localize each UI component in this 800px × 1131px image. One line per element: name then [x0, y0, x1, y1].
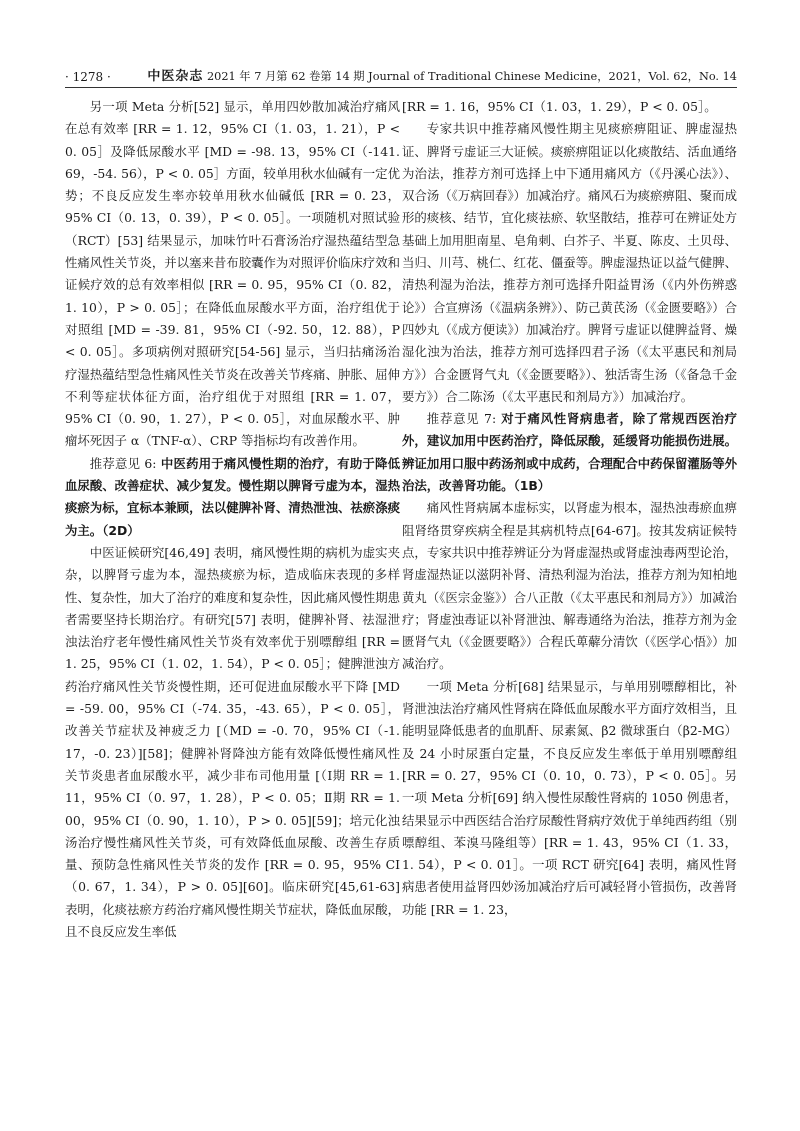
body-paragraph: 专家共识中推荐痛风慢性期主见痰瘀痹阻证、脾虚湿热证、脾肾亏虚证三大证候。痰瘀痹阻证以化痰散结、活血通络为治法，推荐方剂可选择上中下通用痛风方（《丹溪心法》）、双合汤（《万病回春》）加减治疗。痛风石为痰瘀痹阻、聚而成形的痰核、结节，宜化痰祛瘀、软坚散结，推荐可在辨证处方基础上加用胆南星、皂角刺、白芥子、半夏、陈皮、土贝母、当归、川芎、桃仁、红花、僵蚕等。脾虚湿热证以益气健脾、清热利湿为治法，推荐方剂可选择升阳益胃汤（《内外伤辨惑论》）合宣痹汤（《温病条辨》）、防己黄芪汤（《金匮要略》）合四妙丸（《成方便读》）加减治疗。脾肾亏虚证以健脾益肾、燥湿化浊为治法，推荐方剂可选择四君子汤（《太平惠民和剂局方》）合金匮肾气丸（《金匮要略》）、独活寄生汤（《备急千金要方》）合二陈汤（《太平惠民和剂局方》）加减治疗。 [402, 121, 737, 404]
recommendation-text: 中医药用于痛风慢性期的治疗，有助于降低血尿酸、改善症状、减少复发。慢性期以脾肾亏虚为本，湿热痰瘀为标，宜标本兼顾，法以健脾补肾、清热泄浊、祛瘀涤痰为主。（2D） [65, 455, 400, 538]
right-column [402, 96, 737, 921]
journal-info [147, 65, 737, 84]
recommendation-paragraph [402, 408, 737, 497]
recommendation-label: 推荐意见 6: [89, 455, 157, 471]
page-header [65, 62, 737, 88]
body-paragraph: 另一项 Meta 分析[52] 显示，单用四妙散加减治疗痛风在总有效率 [RR = 1. 12，95% CI（1. 03，1. 21），P < 0. 05］及降低尿酸水平 [MD = -98. 13，95% CI（-141. 69，-54. 56），P < 0. 05］方面，较单用秋水仙碱有一定优势；不良反应发生率亦较单用秋水仙碱低 [RR = 0. 23，95% CI（0. 13，0. 39），P < 0. 05］。一项随机对照试验（RCT）[53] 结果显示，加味竹叶石膏汤治疗湿热蕴结型急性痛风性关节炎，并以塞来昔布胶囊作为对照评价临床疗效和证候疗效的总有效率相似 [RR = 0. 95，95% CI（0. 82，1. 10），P > 0. 05］；在降低血尿酸水平方面，治疗组优于对照组 [MD = -39. 81，95% CI（-92. 50，12. 88），P < 0. 05］。多项病例对照研究[54-56] 显示，当归拈痛汤治疗湿热蕴结型急性痛风性关节炎在改善关节疼痛、肿胀、屈伸不利等症状体征方面，治疗组优于对照组 [RR = 1. 07，95% CI（0. 90，1. 27），P < 0. 05］，对血尿酸水平、肿瘤坏死因子 α（TNF-α）、CRP 等指标均有改善作用。 [65, 99, 400, 449]
left-column [65, 96, 400, 943]
recommendation-label: 推荐意见 7: [426, 411, 497, 427]
body-paragraph: 一项 Meta 分析[68] 结果显示，与单用别嘌醇相比，补肾泄浊法治疗痛风性肾病在降低血尿酸水平方面疗效相当，且能明显降低患者的血肌酐、尿素氮、β2 微球蛋白（β2-MG）及 24 小时尿蛋白定量，不良反应发生率低于单用别嘌醇组 [RR = 0. 27，95% CI（0. 10，0. 73），P < 0. 05］。另一项 Meta 分析[69] 纳入慢性尿酸性肾病的 1050 例患者，结果显示中西医结合治疗尿酸性肾病疗效优于单纯西药组（别嘌醇组、苯溴马隆组等）[RR = 1. 43，95% CI（1. 33，1. 54），P < 0. 01］。一项 RCT 研究[64] 表明，痛风性肾病患者使用益肾四妙汤加减治疗后可减轻肾小管损伤，改善肾功能 [RR = 1. 23， [402, 678, 737, 917]
recommendation-text: 对于痛风性肾病患者，除了常规西医治疗外，建议加用中医药治疗，降低尿酸，延缓肾功能损伤进展。辨证加用口服中药汤剂或中成药，合理配合中药保留灌肠等外治法，改善肾功能。（1B） [402, 411, 738, 494]
page-number: · 1278 · [65, 70, 111, 84]
continued-paragraph: [RR = 1. 16，95% CI（1. 03，1. 29），P < 0. 05］。 [402, 99, 717, 114]
journal-issue: 2021 年 7 月第 62 卷第 14 期 Journal of Traditional Chinese Medicine，2021，Vol. 62，No. 14 [206, 70, 737, 83]
body-paragraph: 中医证候研究[46,49] 表明，痛风慢性期的病机为虚实夹杂，以脾肾亏虚为本，湿热痰瘀为标，造成临床表现的多样性、复杂性，加大了治疗的难度和复杂性，因此痛风慢性期患者需要坚持长期治疗。有研究[57] 表明，健脾补肾、祛湿泄浊法治疗老年慢性痛风性关节炎有效率优于别嘌醇组 [RR = 1. 25，95% CI（1. 02，1. 54），P < 0. 05］；健脾泄浊方药治疗痛风性关节炎慢性期，还可促进血尿酸水平下降 [MD = -59. 00，95% CI（-74. 35，-43. 65），P < 0. 05］，改善关节症状及神疲乏力 [（MD = -0. 70，95% CI（-1. 17，-0. 23）][58]；健脾补肾降浊方能有效降低慢性痛风性关节炎患者血尿酸水平，减少非布司他用量 [（Ⅰ期 RR = 1. 11，95% CI（0. 97，1. 28），P < 0. 05；Ⅱ期 RR = 1. 00，95% CI（0. 90，1. 10），P > 0. 05][59]；培元化浊汤治疗慢性痛风性关节炎，可有效降低血尿酸、改善生存质量、预防急性痛风性关节炎的发作 [RR = 0. 95，95% CI（0. 67，1. 34），P > 0. 05][60]。临床研究[45,61-63] 表明，化痰祛瘀方药治疗痛风慢性期关节症状，降低血尿酸，且不良反应发生率低 [65, 544, 400, 939]
body-paragraph: 痛风性肾病属本虚标实，以肾虚为根本，湿热浊毒瘀血痹阻肾络贯穿疾病全程是其病机特点[64-67]。按其发病证候特点，专家共识中推荐辨证分为肾虚湿热或肾虚浊毒两型论治，肾虚湿热证以滋阴补肾、清热利湿为治法，推荐方剂为知柏地黄丸（《医宗金鉴》）合八正散（《太平惠民和剂局方》）加减治疗；肾虚浊毒证以补肾泄浊、解毒通络为治法，推荐方剂为金匮肾气丸（《金匮要略》）合程氏萆薢分清饮（《医学心悟》）加减治疗。 [402, 500, 737, 672]
journal-brand: 中医杂志 [147, 69, 204, 84]
recommendation-paragraph [65, 453, 400, 542]
